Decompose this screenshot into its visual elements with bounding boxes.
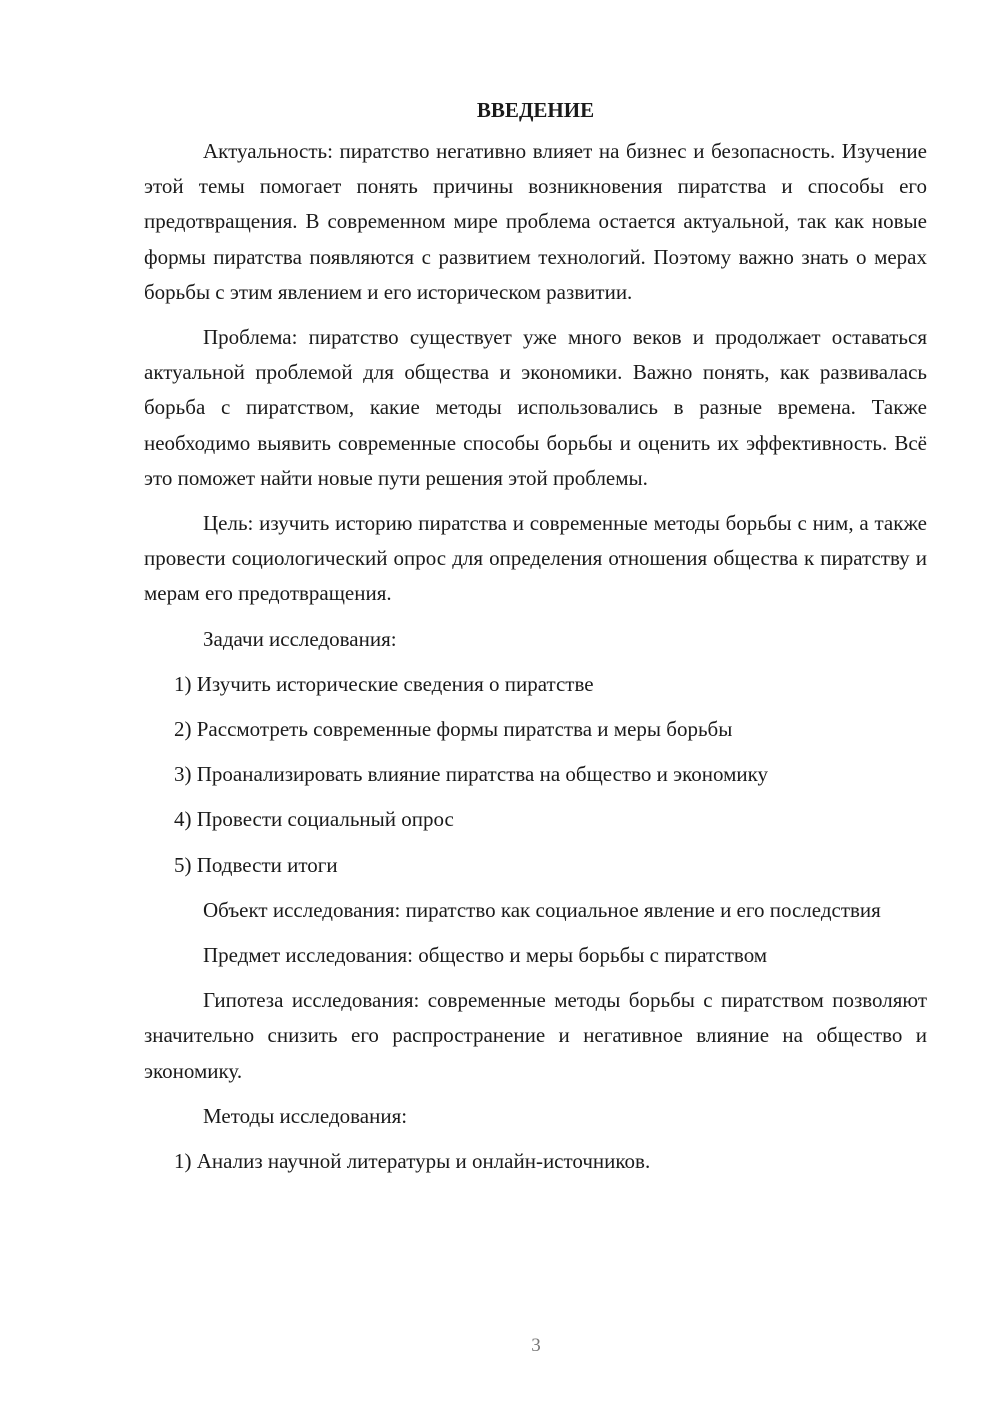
tasks-heading: Задачи исследования: bbox=[203, 626, 397, 651]
method-item-1: 1) Анализ научной литературы и онлайн-источников. bbox=[174, 1149, 651, 1174]
document-page bbox=[144, 96, 927, 1179]
problem-paragraph: Проблема: пиратство существует уже много веков и продолжает оставаться актуальной проблемой для общества и экономики. Важно понять, как развивалась борьба с пиратством, какие методы использовались в разные времена. Также необходимо выявить современные способы борьбы и оценить их эффективность. Всё это поможет найти новые пути решения этой проблемы. bbox=[144, 325, 927, 490]
object-paragraph: Объект исследования: пиратство как социальное явление и его последствия bbox=[203, 897, 881, 922]
task-item-1: 1) Изучить исторические сведения о пиратстве bbox=[174, 671, 594, 696]
task-item-2: 2) Рассмотреть современные формы пиратства и меры борьбы bbox=[174, 717, 733, 742]
page-number: 3 bbox=[531, 1335, 541, 1356]
task-item-3: 3) Проанализировать влияние пиратства на общество и экономику bbox=[174, 762, 769, 787]
goal-paragraph: Цель: изучить историю пиратства и современные методы борьбы с ним, а также провести социологический опрос для определения отношения общества к пиратству и мерам его предотвращения. bbox=[144, 511, 927, 606]
hypothesis-paragraph: Гипотеза исследования: современные методы борьбы с пиратством позволяют значительно снизить его распространение и негативное влияние на общество и экономику. bbox=[144, 988, 927, 1083]
methods-heading: Методы исследования: bbox=[203, 1103, 408, 1128]
task-item-5: 5) Подвести итоги bbox=[174, 852, 338, 877]
task-item-4: 4) Провести социальный опрос bbox=[174, 807, 454, 832]
page-title: ВВЕДЕНИЕ bbox=[476, 98, 595, 122]
subject-paragraph: Предмет исследования: общество и меры борьбы с пиратством bbox=[203, 943, 768, 968]
relevance-paragraph: Актуальность: пиратство негативно влияет на бизнес и безопасность. Изучение этой темы помогает понять причины возникновения пиратства и способы его предотвращения. В современном мире проблема остается актуальной, так как новые формы пиратства появляются с развитием технологий. Поэтому важно знать о мерах борьбы с этим явлением и его историческом развитии. bbox=[144, 139, 927, 304]
